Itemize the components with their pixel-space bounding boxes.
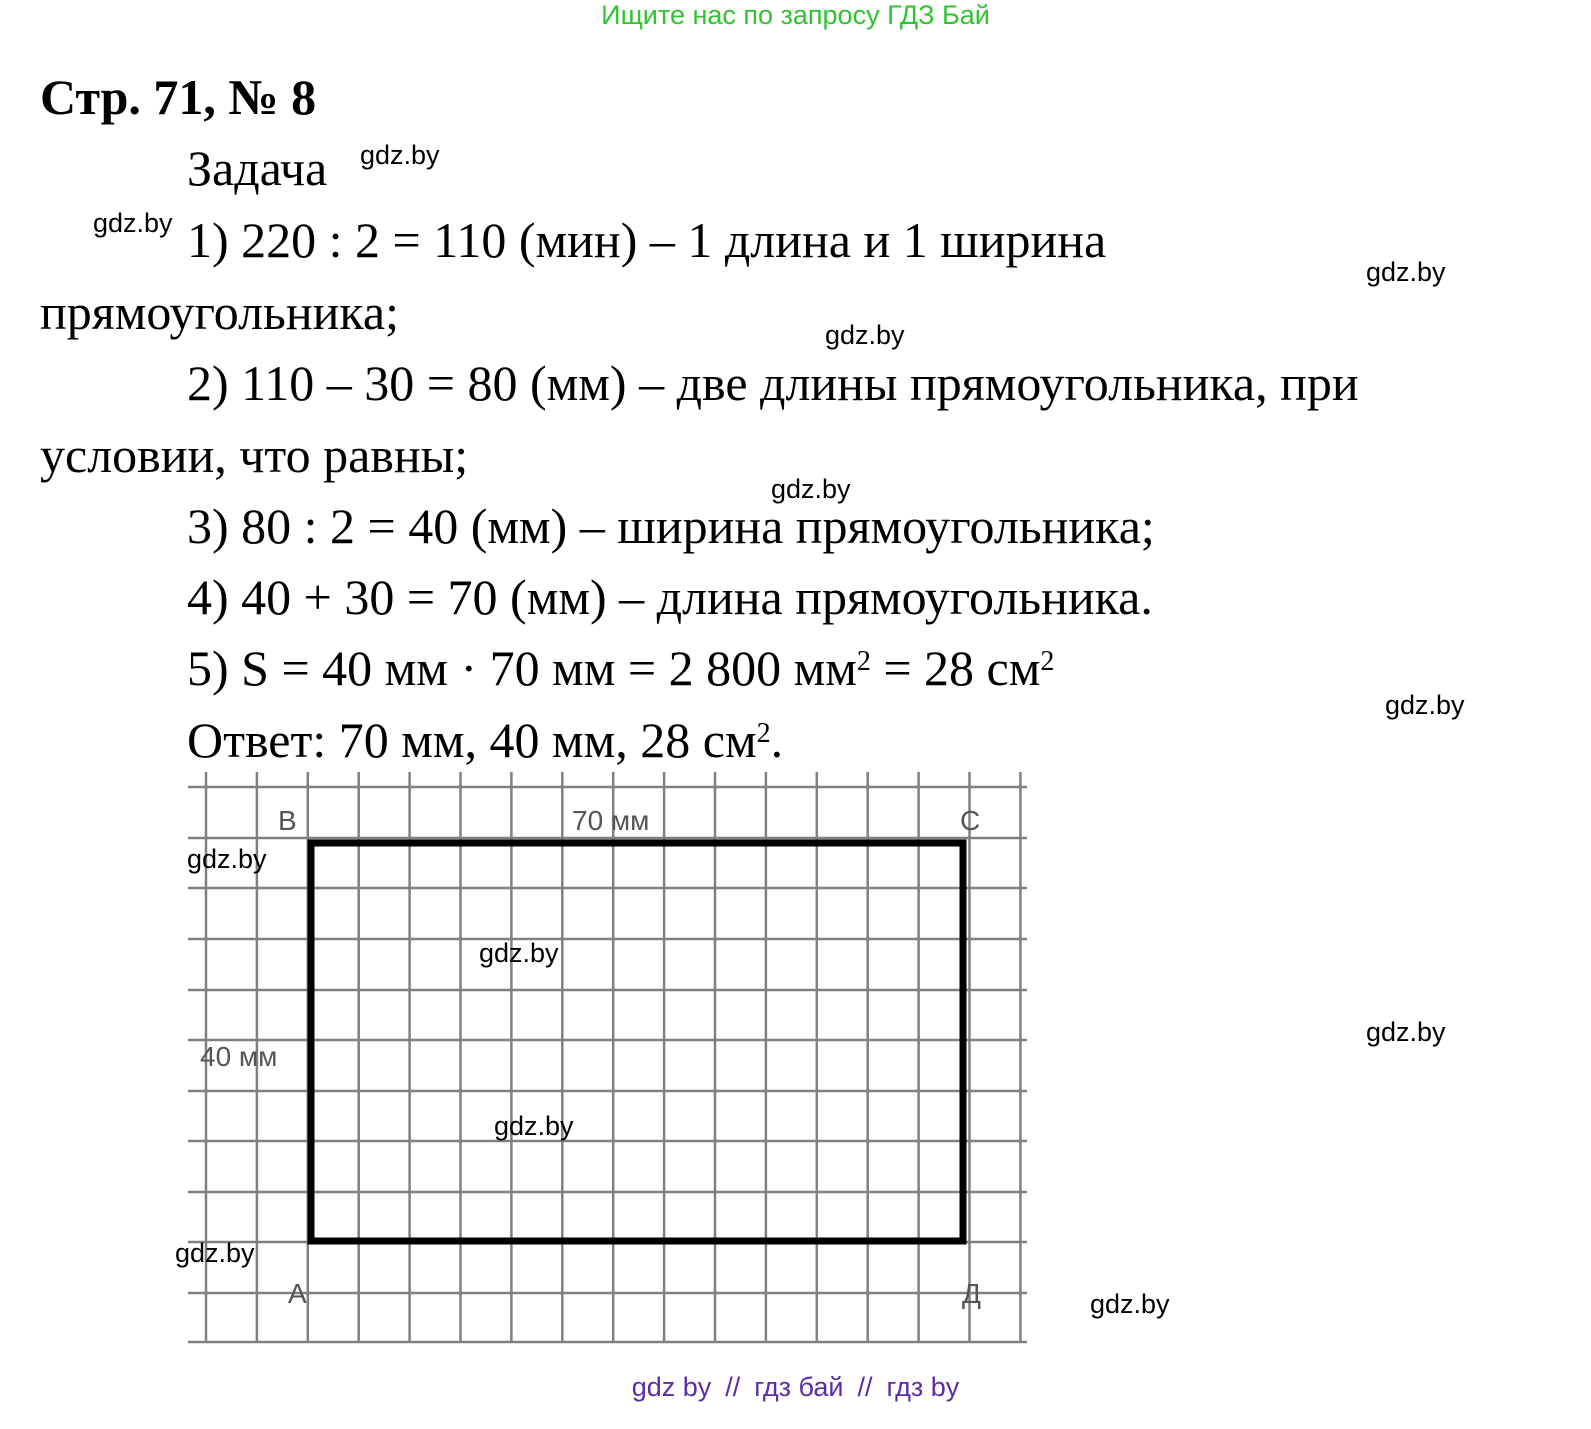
watermark: gdz.by [1366, 257, 1446, 287]
footer-link-gdz-bai[interactable]: гдз бай [754, 1372, 844, 1402]
watermark: gdz.by [1366, 1017, 1446, 1047]
watermark: gdz.by [494, 1111, 574, 1141]
watermark: gdz.by [479, 938, 559, 968]
solution-step-5: 5) S = 40 мм · 70 мм = 2 800 $мм^2 = 28$ $см^2$ [187, 640, 1055, 696]
footer-links [0, 1372, 1591, 1403]
watermark: gdz.by [1090, 1289, 1170, 1319]
watermark: gdz.by [187, 844, 267, 874]
solution-step-3: 3) 80 : 2 = 40 (мм) – ширина прямоугольника; [187, 498, 1155, 554]
footer-separator: // [857, 1372, 873, 1402]
watermark: gdz.by [93, 208, 173, 238]
solution-step-2: 2) 110 – 30 = 80 (мм) – две длины прямоугольника, при [187, 355, 1359, 411]
solution-step-2-cont: условии, что равны; [40, 427, 469, 483]
footer-link-gdz-by[interactable]: gdz by [631, 1372, 712, 1402]
watermark: gdz.by [825, 320, 905, 350]
width-label: 40 мм [200, 1041, 278, 1072]
length-label: 70 мм [572, 805, 650, 836]
watermark: gdz.by [175, 1238, 255, 1268]
watermark: gdz.by [771, 474, 851, 504]
solution-step-4: 4) 40 + 30 = 70 (мм) – длина прямоугольника. [187, 569, 1153, 625]
footer-separator: // [725, 1372, 741, 1402]
vertex-c-label: С [960, 805, 981, 836]
solution-step-1: 1) 220 : 2 = 110 (мин) – 1 длина и 1 ширина [187, 212, 1107, 268]
vertex-a-label: А [288, 1278, 307, 1309]
footer-link-gdz-by-ru[interactable]: гдз by [886, 1372, 960, 1402]
vertex-b-label: В [278, 805, 297, 836]
search-banner: Ищите нас по запросу ГДЗ Бай [601, 0, 990, 30]
page-heading: Стр. 71, № 8 [40, 69, 317, 125]
solution-step-1-cont: прямоугольника; [40, 284, 399, 340]
answer-line: Ответ: 70 мм, 40 мм, 28 $см^2$. [187, 712, 784, 768]
task-label: Задача [187, 140, 328, 196]
watermark: gdz.by [1385, 690, 1465, 720]
watermark: gdz.by [360, 140, 440, 170]
vertex-d-label: Д [962, 1278, 981, 1309]
